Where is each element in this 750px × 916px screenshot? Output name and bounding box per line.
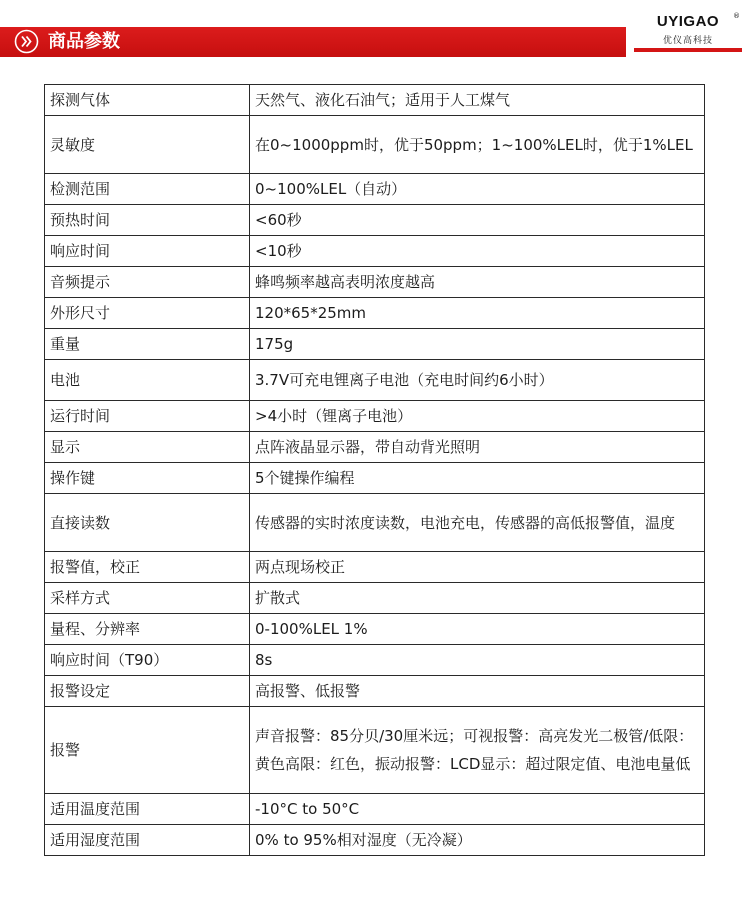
spec-label: 量程、分辨率 <box>45 614 250 645</box>
spec-row <box>45 85 705 116</box>
spec-label: 报警 <box>45 707 250 794</box>
logo-underline <box>634 48 742 52</box>
spec-label: 操作键 <box>45 463 250 494</box>
spec-row <box>45 583 705 614</box>
spec-value: -10°C to 50°C <box>250 794 705 825</box>
spec-label: 采样方式 <box>45 583 250 614</box>
spec-value: 0% to 95%相对湿度（无冷凝） <box>250 825 705 856</box>
spec-label: 外形尺寸 <box>45 298 250 329</box>
spec-row <box>45 401 705 432</box>
spec-label: 报警值，校正 <box>45 552 250 583</box>
spec-value: 传感器的实时浓度读数，电池充电，传感器的高低报警值，温度 <box>250 494 705 552</box>
spec-value: 高报警、低报警 <box>250 676 705 707</box>
spec-row <box>45 463 705 494</box>
spec-row <box>45 707 705 794</box>
spec-label: 适用温度范围 <box>45 794 250 825</box>
spec-label: 直接读数 <box>45 494 250 552</box>
spec-value: 175g <box>250 329 705 360</box>
spec-row <box>45 825 705 856</box>
spec-row <box>45 552 705 583</box>
spec-row <box>45 236 705 267</box>
spec-label: 重量 <box>45 329 250 360</box>
double-chevron-right-icon <box>14 29 39 54</box>
spec-label: 适用湿度范围 <box>45 825 250 856</box>
spec-value: <60秒 <box>250 205 705 236</box>
spec-value: <10秒 <box>250 236 705 267</box>
spec-label: 灵敏度 <box>45 116 250 174</box>
spec-row <box>45 794 705 825</box>
section-header <box>0 0 750 72</box>
spec-value: 在0~1000ppm时，优于50ppm；1~100%LEL时，优于1%LEL <box>250 116 705 174</box>
spec-value: 声音报警：85分贝/30厘米远；可视报警：高亮发光二极管/低限：黄色高限：红色，振动报警：LCD显示：超过限定值、电池电量低 <box>250 707 705 794</box>
spec-row <box>45 205 705 236</box>
spec-value: 3.7V可充电锂离子电池（充电时间约6小时） <box>250 360 705 401</box>
spec-label: 响应时间（T90） <box>45 645 250 676</box>
spec-row <box>45 174 705 205</box>
brand-logo <box>632 13 744 61</box>
spec-value: 蜂鸣频率越高表明浓度越高 <box>250 267 705 298</box>
spec-value: 120*65*25mm <box>250 298 705 329</box>
spec-row <box>45 360 705 401</box>
spec-label: 响应时间 <box>45 236 250 267</box>
spec-row <box>45 267 705 298</box>
spec-value: 8s <box>250 645 705 676</box>
spec-label: 预热时间 <box>45 205 250 236</box>
spec-label: 电池 <box>45 360 250 401</box>
spec-table <box>44 84 705 856</box>
logo-subtitle: 优仪高科技 <box>662 36 713 46</box>
spec-row <box>45 432 705 463</box>
spec-row <box>45 645 705 676</box>
spec-value: 天然气、液化石油气；适用于人工煤气 <box>250 85 705 116</box>
spec-label: 音频提示 <box>45 267 250 298</box>
spec-label: 检测范围 <box>45 174 250 205</box>
spec-row <box>45 116 705 174</box>
spec-label: 显示 <box>45 432 250 463</box>
spec-row <box>45 329 705 360</box>
spec-value: 0-100%LEL 1% <box>250 614 705 645</box>
spec-value: >4小时（锂离子电池） <box>250 401 705 432</box>
logo-brand-text: UYIGAO <box>656 13 720 30</box>
spec-value: 点阵液晶显示器，带自动背光照明 <box>250 432 705 463</box>
section-title: 商品参数 <box>48 31 120 52</box>
spec-label: 报警设定 <box>45 676 250 707</box>
spec-row <box>45 614 705 645</box>
spec-row <box>45 494 705 552</box>
spec-value: 两点现场校正 <box>250 552 705 583</box>
spec-value: 扩散式 <box>250 583 705 614</box>
spec-row <box>45 676 705 707</box>
logo-registered-mark: ® <box>733 12 740 20</box>
spec-value: 5个键操作编程 <box>250 463 705 494</box>
spec-label: 探测气体 <box>45 85 250 116</box>
spec-row <box>45 298 705 329</box>
spec-value: 0~100%LEL（自动） <box>250 174 705 205</box>
spec-label: 运行时间 <box>45 401 250 432</box>
